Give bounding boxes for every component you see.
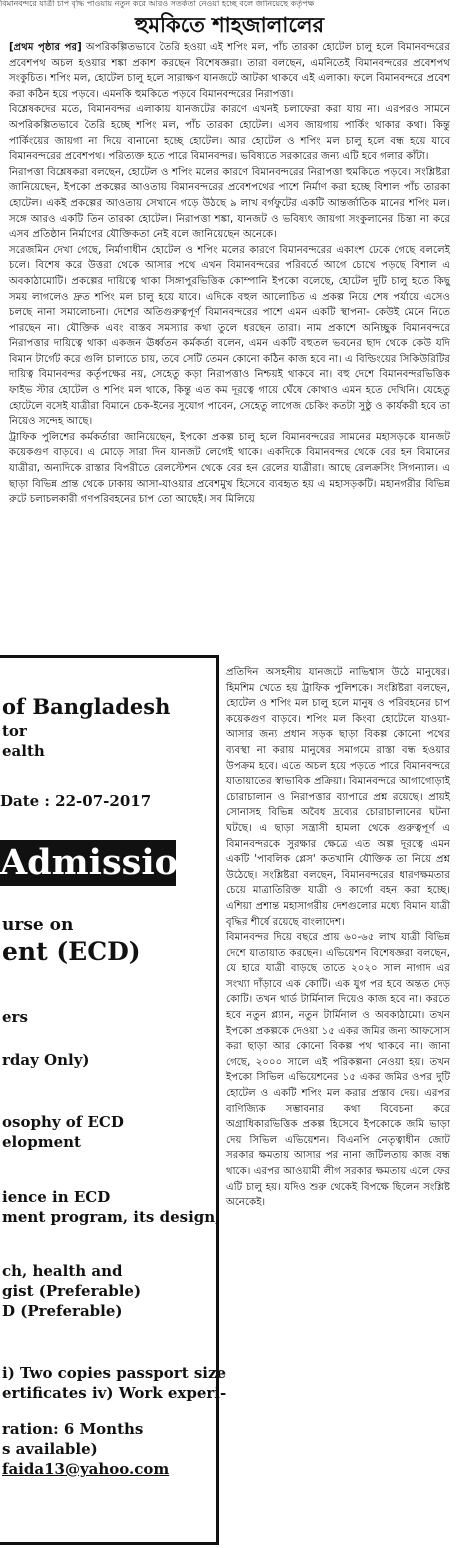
paragraph-right-2: বিমানবন্দর দিয়ে বছরে প্রায় ৬০-৬৫ লাখ যাত্রী বিভিন্ন দেশে যাতায়াত করছেন। এভিয়েশন বিশেষজ্ঞরা বলছেন, যে হারে যাত্রী বাড়ছে তাতে ২০২০ সাল নাগাদ এর সংখ্যা দাঁড়াবে এক কোটি। এক যুগ পর হবে অন্তত দেড় কোটি। তখন থার্ড টার্মিনাল দিয়েও কাজ হবে না। করতে হবে নতুন প্ল্যান, নতুন টার্মিনাল ও অবকাঠামো। তখন ইপকো প্রকল্পকে দেওয়া ১৫ একর জমির জন্য আফসোস করা ছাড়া আর কোনো বিকল্প পথ থাকবে না। জানা গেছে, ২০০০ সালে এই পরিকল্পনা নেওয়া হয়। তখন ইপকো সিভিল এভিয়েশনের ১৫ একর জমির ওপর দুটি হোটেল ও একটি শপিং মল করার প্রস্তাব দেয়। এরপর বাণিজ্যিক সম্ভাবনার কথা বিবেচনা করে অগ্রাধিকারভিত্তিক প্রকল্প হিসেবে ইপকোকে জমি ভাড়া দেয় সিভিল এভিয়েশন। বিএনপি নেতৃত্বাধীন জোট সরকার ক্ষমতায় আসার পর নানা জটিলতায় কাজ বন্ধ থাকে। এরপর আওয়ামী লীগ সরকার ক্ষমতায় এলে ফের এটি চালু হয়। যদিও শুরু থেকেই বিপক্ষে ছিলেন সংশ্লিষ্ট অনেকেই। bbox=[226, 932, 450, 1209]
ad-documents-2: ertificates iv) Work experi- bbox=[2, 1384, 227, 1402]
ad-documents-1: i) Two copies passport size bbox=[2, 1364, 227, 1382]
paragraph-1-text: অপরিকল্পিতভাবে তৈরি হওয়া এই শপিং মল, পাঁচ তারকা হোটেল চালু হলে বিমানবন্দরের প্রবেশপথ অচল হওয়ার শঙ্কা প্রকাশ করছেন বিশেষজ্ঞরা। তারা বলছেন, এমনিতেই বিমানবন্দরের প্রবেশপথ সংকুচিত। শপিং মল, হোটেল চালু হলে সারাক্ষণ যানজটে আটকা থাকবে এই এলাকা। ফলে বিমানবন্দরে প্রবেশ করা কঠিন হয়ে পড়বে। এমনকি হুমকিতে পড়বে বিমানবন্দরের নিরাপত্তা। bbox=[9, 42, 450, 100]
ad-topic-science: ience in ECD bbox=[2, 1188, 111, 1206]
ad-seats: s available) bbox=[2, 1440, 98, 1458]
paragraph-1 bbox=[9, 40, 450, 102]
article-body-right-column bbox=[226, 665, 450, 1211]
ad-date: Date : 22-07-2017 bbox=[0, 792, 152, 810]
admission-advertisement bbox=[0, 655, 227, 1545]
headline: হুমকিতে শাহজালালের bbox=[134, 13, 325, 37]
ad-org-name: of Bangladesh bbox=[2, 694, 171, 719]
paragraph-right-1: প্রতিদিন অসহনীয় যানজটে নাভিশ্বাস উঠে মানুষের। হিমশিম খেতে হয় ট্রাফিক পুলিশকে। সংশ্লিষ্টরা বলছেন, হোটেল ও শপিং মল চালু হলে মানুষ ও পরিবহনের চাপ কয়েকগুণ বাড়বে। শপিং মল কিংবা হোটেলে যাওয়া-আসার জন্য প্রধান সড়ক ছাড়া বিকল্প কোনো পথের ব্যবস্থা না করায় মানুষের সমাগমে রাস্তা বন্ধ হওয়ার উপক্রম হবে। এতে অচল হয়ে পড়তে পারে বিমানবন্দরে যাতায়াতের স্বাভাবিক প্রক্রিয়া। বিমানবন্দরে আগাগোড়াই চোরাচালান ও নিরাপত্তার ব্যাপারে প্রশ্ন রয়েছে। প্রায়ই সোনাসহ বিভিন্ন অবৈধ দ্রব্যের চোরাচালানের ঘটনা ঘটছে। এ ছাড়া সন্ত্রাসী হামলা থেকে গুরুত্বপূর্ণ এ বিমানবন্দরকে সুরক্ষার ক্ষেত্রে এত অল্প দূরত্বে এমন একটি 'পাবলিক প্লেস' কতখানি যৌক্তিক তা নিয়ে প্রশ্ন উঠেছে। সংশ্লিষ্টরা বলছেন, বিমানবন্দরের ধারণক্ষমতার চেয়ে মাত্রাতিরিক্ত যাত্রী ও কার্গো বহন করা হচ্ছে। এশিয়া প্রশান্ত মহাসাগরীয় দেশগুলোর মধ্যে বিমান যাত্রী বৃদ্ধির শীর্ষে রয়েছে বাংলাদেশ। bbox=[226, 667, 450, 928]
paragraph-4: সরেজমিন দেখা গেছে, নির্মাণাধীন হোটেল ও শপিং মলের কারণে বিমানবন্দরের একাংশ ঢেকে গেছে বললেই চলে। বিশেষ করে উত্তরা থেকে আসার পথে এখন বিমানবন্দরের পরিবর্তে আগে চোখে পড়ছে বিশাল এ অবকাঠামোটি। প্রকল্পের দায়িত্বে থাকা সিঙ্গাপুরভিত্তিক কোম্পানি ইপকো বলেছে, হোটেল দুটি চালু হতে কিছু সময় লাগলেও দ্রুত শপিং মল চালু হয়ে যাবে। এদিকে বহুল আলোচিত এ প্রকল্প নিয়ে শেষ পর্যায়ে এসেও চলছে নানা সমালোচনা। দেশের অতিগুরুত্বপূর্ণ বিমানবন্দরের পাশে এমন একটি স্থাপনা- কেউই মেনে নিতে পারছেন না। যৌক্তিক এবং বাস্তব সমস্যার কথা তুলে ধরছেন তারা। নাম প্রকাশে অনিচ্ছুক বিমানবন্দরে নিরাপত্তার দায়িত্বে থাকা একজন ঊর্ধ্বতন কর্মকর্তা বলেন, এমন একটি বহুতল ভবনের ছাদ থেকে কেউ যদি বিমান টার্গেট করে গুলি চালাতে চায়, তবে সেটি তেমন কোনো কঠিন কাজ হবে না। এ বিল্ডিংয়ের সিকিউরিটির দায়িত্ব বিমানবন্দর কর্তৃপক্ষের নয়, সেহেতু কড়া নিরাপত্তাও নিশ্চয়ই থাকবে না। বহু দেশে বিমানবন্দরভিত্তিক ফাইভ স্টার হোটেল ও শপিং মল থাকে, কিন্তু এত কম দূরত্বে গায়ে ঘেঁষে কোথাও এমন হতে দেখিনি। যেহেতু হোটেলে বসেই যাত্রীরা বিমানে চেক-ইনের সুযোগ পাবেন, সেহেতু লাগেজ চেকিং কতটা সুষ্ঠু ও কার্যকরী হবে তা নিয়েও সন্দেহ আছে। bbox=[9, 244, 450, 428]
ad-course-on: urse on bbox=[2, 915, 74, 935]
ad-email-link[interactable]: faida13@yahoo.com bbox=[2, 1460, 170, 1478]
ad-duration: ration: 6 Months bbox=[2, 1420, 144, 1438]
ad-eligibility-1: ch, health and bbox=[2, 1262, 123, 1280]
ad-line-tor: tor bbox=[2, 722, 27, 740]
ad-admission-banner: Admission bbox=[0, 840, 176, 886]
ad-topic-development: elopment bbox=[2, 1133, 81, 1151]
top-cut-text: বিমানবন্দরে যাত্রী চাপ বৃদ্ধি পাওয়ায় নতুন করে আরও সতর্কতা নেওয়া হচ্ছে বলে জানিয়েছে কর্তৃপক্ষ bbox=[0, 0, 315, 8]
paragraph-3: নিরাপত্তা বিশ্লেষকরা বলছেন, হোটেল ও শপিং মলের কারণে বিমানবন্দরের নিরাপত্তা হুমকিতে পড়বে। সংশ্লিষ্টরা জানিয়েছেন, ইপকো প্রকল্পের আওতায় বিমানবন্দরের প্রবেশপথের পাশে নির্মাণ করা হচ্ছে বিশাল পাঁচ তারকা হোটেল। একই প্রকল্পের আওতায় সেখানে গড়ে উঠছে ৯ লাখ বর্গফুটের একটি আন্তর্জাতিক মানের শপিং মল। সঙ্গে আরও একটি তিন তারকা হোটেল। নিরাপত্তা শঙ্কা, যানজট ও ভবিষ্যৎ জায়গা সংকুলানের চিন্তা না করে এসব প্রতিষ্ঠান নির্মাণের যৌক্তিকতা নেই বলে জানিয়েছেন অনেকে। bbox=[9, 166, 450, 241]
continuation-lead: [প্রথম পৃষ্ঠার পর] bbox=[9, 42, 82, 53]
ad-line-ers: ers bbox=[2, 1008, 28, 1026]
ad-eligibility-3: D (Preferable) bbox=[2, 1302, 123, 1320]
paragraph-2: বিশ্লেষকদের মতে, বিমানবন্দর এলাকায় যানজটের কারণে এখনই চলাফেরা করা যায় না। এরপরও সামনে অপরিকল্পিতভাবে তৈরি হচ্ছে শপিং মল, পাঁচ তারকা হোটেল। এসব জায়গায় পার্কিং থাকার কথা। কিন্তু পার্কিংয়ের জায়গা না দিয়ে বানানো হচ্ছে হোটেল। আর হোটেল ও শপিং মল চালু হলে বন্ধ হয়ে যাবে বিমানবন্দরের প্রবেশপথ। পরিত্যক্ত হতে পারে বিমানবন্দর। ভবিষ্যতে সরকারের জন্য এটি হবে গলার কাঁটা। bbox=[9, 104, 450, 163]
ad-line-ealth: ealth bbox=[2, 742, 45, 760]
ad-course-title: ent (ECD) bbox=[2, 937, 141, 966]
ad-eligibility-2: gist (Preferable) bbox=[2, 1282, 142, 1300]
paragraph-5: ট্রাফিক পুলিশের কর্মকর্তারা জানিয়েছেন, ইপকো প্রকল্প চালু হলে বিমানবন্দরের সামনের মহাসড়কে যানজট কয়েকগুণ বাড়বে। এ মোড়ে সারা দিন যানজট লেগেই থাকে। একদিকে বিমানবন্দর থেকে বের হন বিমানের যাত্রীরা, অন্যদিকে রাস্তার বিপরীতে রেলস্টেশন থেকে বের হন রেলের যাত্রীরা। আছে রেলক্রসিং সিগন্যাল। এ ছাড়া বিভিন্ন প্রান্ত থেকে ঢাকায় আসা-যাওয়ার প্রবেশমুখ হিসেবে ব্যবহৃত হয় এ মহাসড়কটি। মহানগরীর বিভিন্ন রুটে চলাচলকারী গণপরিবহনের চাপ তো আছেই। সব মিলিয়ে bbox=[9, 431, 450, 506]
ad-schedule: rday Only) bbox=[2, 1051, 90, 1069]
ad-topic-philosophy: osophy of ECD bbox=[2, 1113, 124, 1131]
article-body-top bbox=[9, 40, 450, 508]
ad-topic-program: ment program, its design, bbox=[2, 1208, 221, 1226]
